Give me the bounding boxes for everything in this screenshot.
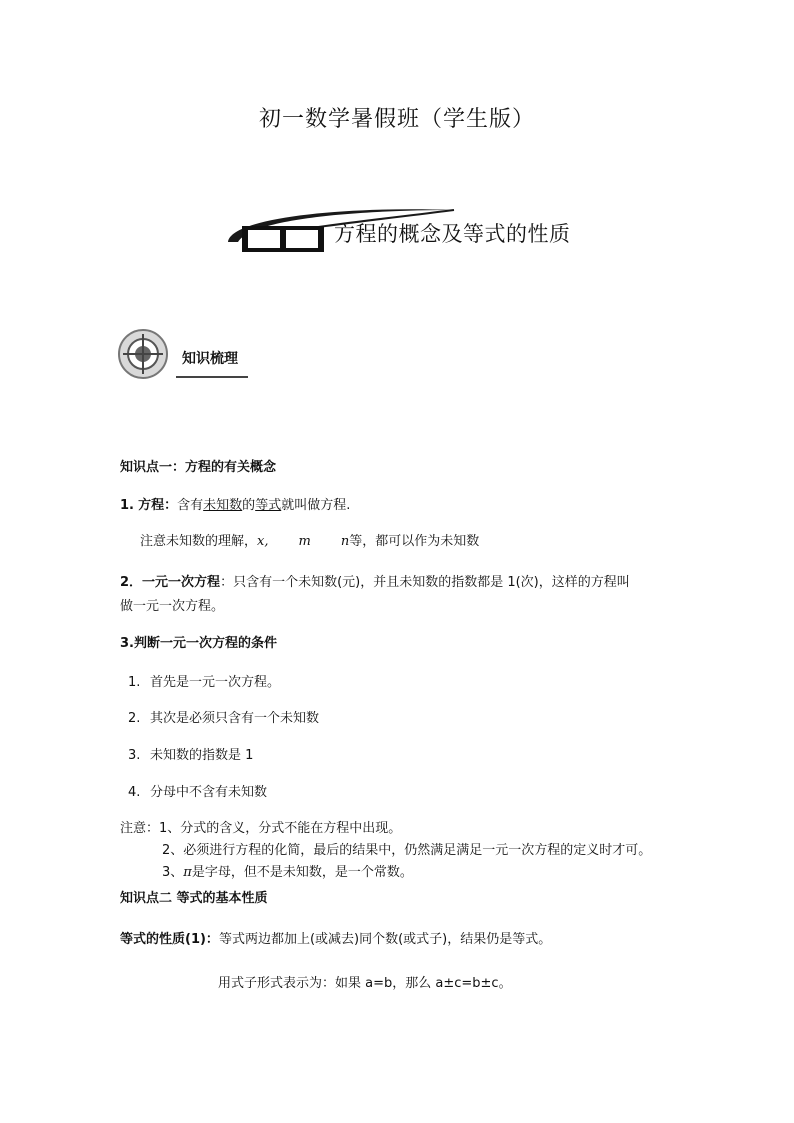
note-x: x, (257, 534, 269, 549)
note-text-b: 等，都可以作为未知数 (349, 534, 480, 549)
item1-text-a: 含有 (177, 498, 204, 513)
condition-num: 2. (128, 711, 141, 726)
item2-term: 一元一次方程 (142, 575, 221, 590)
attention-note-1: 1、分式的含义，分式不能在方程中出现。 (159, 821, 402, 836)
condition-item (128, 783, 267, 803)
condition-item (128, 746, 253, 766)
section-label: 知识梳理 (182, 351, 238, 367)
item2-line2: 做一元一次方程。 (120, 599, 225, 614)
chapter-banner (222, 204, 622, 260)
kp1-heading: 知识点一：方程的有关概念 (120, 460, 277, 475)
condition-item (128, 709, 319, 729)
document-title: 初一数学暑假班（学生版） (258, 107, 535, 132)
condition-text: 未知数的指数是 1 (150, 748, 254, 763)
pi-symbol: π (183, 865, 192, 880)
note-m: m (298, 534, 311, 549)
kp1-note (140, 532, 479, 552)
target-icon (116, 328, 172, 382)
attention-note-3: 是字母，但不是未知数，是一个常数。 (191, 865, 413, 880)
attention-label: 注意： (120, 821, 160, 836)
attention-note-3-num: 3、 (162, 865, 184, 880)
condition-num: 4. (128, 785, 141, 800)
item1-equation: 等式 (255, 498, 282, 513)
item1-text-c: 就叫做方程. (281, 498, 351, 513)
section-header (116, 328, 256, 382)
condition-text: 分母中不含有未知数 (150, 785, 268, 800)
condition-item (128, 673, 280, 693)
item1-unknown: 未知数 (203, 498, 243, 513)
section-underline (176, 376, 248, 378)
attention-line-3 (162, 863, 413, 883)
attention-note-2: 2、必须进行方程的化简，最后的结果中，仍然满足满足一元一次方程的定义时才可。 (162, 843, 652, 858)
item2-num: 2． (120, 575, 143, 590)
prop1-label: 等式的性质(1)： (120, 932, 219, 947)
prop1-formula: 用式子形式表示为：如果 a=b，那么 a±c=b±c。 (218, 976, 512, 991)
attention-line-1 (120, 819, 401, 839)
chapter-title: 方程的概念及等式的性质 (334, 222, 571, 246)
item1-term: 方程： (138, 498, 178, 513)
condition-text: 首先是一元一次方程。 (150, 675, 281, 690)
note-text-a: 注意未知数的理解， (140, 534, 258, 549)
condition-text: 其次是必须只含有一个未知数 (150, 711, 320, 726)
item1-text-b: 的 (242, 498, 256, 513)
item2-line1: ：只含有一个未知数(元)，并且未知数的指数都是 1(次)，这样的方程叫 (220, 575, 630, 590)
note-n: n (340, 534, 350, 549)
kp1-item2 (120, 573, 630, 593)
condition-num: 3. (128, 748, 141, 763)
kp1-item1 (120, 496, 350, 516)
kp2-prop1 (120, 930, 551, 950)
item1-num: 1. (120, 498, 134, 513)
condition-num: 1. (128, 675, 141, 690)
prop1-text: 等式两边都加上(或减去)同个数(或式子)，结果仍是等式。 (218, 932, 552, 947)
item3-heading: 3.判断一元一次方程的条件 (120, 636, 277, 651)
kp2-heading: 知识点二 等式的基本性质 (120, 891, 268, 906)
